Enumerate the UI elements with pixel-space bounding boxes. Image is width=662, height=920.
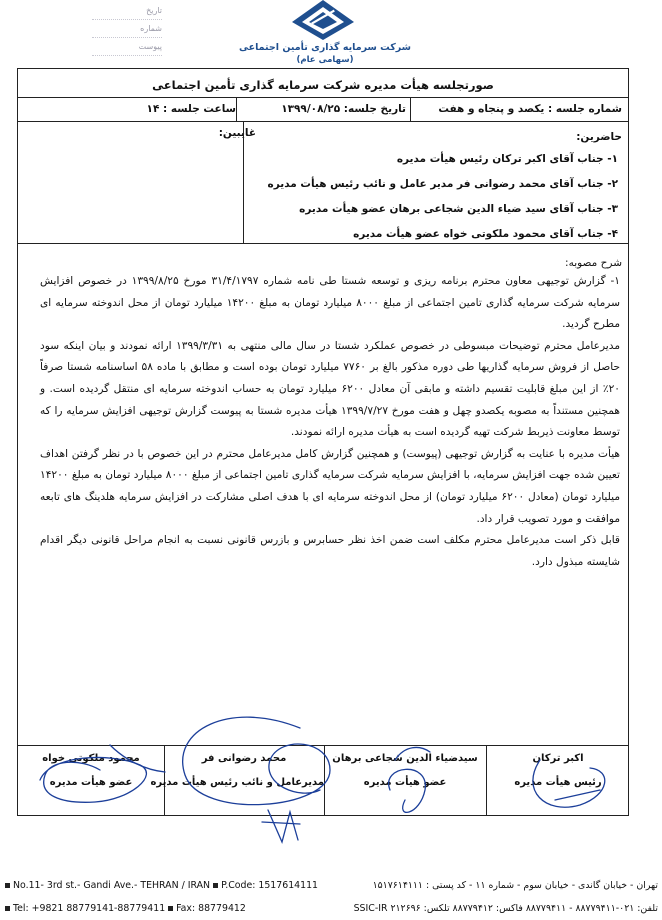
signature-block: [150, 747, 324, 809]
session-number: شماره جلسه : یکصد و پنجاه و هفت: [438, 103, 622, 115]
signatory-role: عضو هیأت مدیره: [49, 777, 133, 788]
number-label: شماره: [92, 20, 162, 38]
address-en: No.11- 3rd st.- Gandi Ave.- TEHRAN / IRAN: [13, 880, 211, 891]
signatory-role: مدیرعامل و نائب رئیس هیأت مدیره: [150, 777, 324, 788]
divider: [18, 243, 628, 244]
signatory-name: محمد رضوانی فر: [201, 753, 287, 764]
resolution-paragraph: مدیرعامل محترم توضیحات مبسوطی در خصوص عملکرد شستا در سال مالی منتهی به ۱۳۹۹/۳/۳۱ ارائه نمودند و بیان اینکه سود حاصل از فروش سرمایه گذاریها طی دوره مذکور بالغ بر ۷۷۶۰ میلیارد تومان بوده است و مطابق با ماده ۵۸ اساسنامه شستا صرفاً ۲۰٪ از این مبلغ قابلیت تقسیم داشته و مابقی آن معادل ۶۲۰۰ میلیارد تومان به حساب اندوخته سرمایه ای منتقل گردیده است. و همچنین مستنداً به مصوبه یکصدو چهل و هفت مورخ ۱۳۹۹/۷/۲۷ هیأت مدیره شستا به پیوست گزارش توجیهی افزایش سرمایه را که توسط معاونت ذیربط شرکت تهیه گردیده است به هیأت مدیره ارائه نمودند.: [40, 339, 620, 439]
absent-title: غایبین:: [218, 127, 256, 139]
date-label: تاریخ: [92, 2, 162, 20]
signatory-role: رئیس هیأت مدیره: [514, 777, 602, 788]
fax-en: Fax: 88779412: [176, 903, 246, 914]
resolution-paragraph: ۱- گزارش توجیهی معاون محترم برنامه ریزی و توسعه شستا طی نامه شماره ۳۱/۴/۱۷۹۷ مورخ ۱۳۹۹/۸/۲۵ در خصوص افزایش سرمایه شرکت سرمایه گذاری تامین اجتماعی از مبلغ ۸۰۰۰ میلیارد تومان به مبلغ ۱۴۲۰۰ میلیارد تومان از محل اندوخته سرمایه ای مطرح گردید.: [40, 275, 620, 331]
session-date: تاریخ جلسه: ۱۳۹۹/۰۸/۲۵: [281, 103, 406, 115]
divider: [18, 745, 628, 746]
bullet-square-icon: [5, 906, 10, 911]
signature-block: [324, 747, 486, 809]
divider: [18, 121, 628, 122]
tel-en: Tel: +9821 88779141-88779411: [13, 903, 166, 914]
resolution-title: شرح مصوبه:: [565, 257, 622, 269]
shasta-logo: [292, 0, 354, 40]
footer-address-en: [2, 880, 318, 891]
signature-block: [486, 747, 630, 809]
resolution-paragraph: هیأت مدیره با عنایت به گزارش توجیهی (پیوست) و همچنین گزارش کامل مدیرعامل محترم در این خصوص با در نظر گرفتن اهداف تعیین شده جهت افزایش سرمایه، با افزایش سرمایه شرکت سرمایه گذاری تامین اجتماعی از مبلغ ۸۰۰۰ میلیارد تومان به مبلغ ۱۴۲۰۰ میلیارد تومان (معادل ۶۲۰۰ میلیارد تومان) از محل اندوخته سرمایه ای با هدف اصلی مشارکت در افزایش سرمایه هلدینگ های تابعه موافقت و مورد تصویب قرار داد.: [40, 447, 620, 525]
letter-meta: [92, 2, 162, 56]
document-title: صورتجلسه هیأت مدیره شرکت سرمایه گذاری تأمین اجتماعی: [152, 78, 494, 92]
present-member: ۲- جناب آقای محمد رضوانی فر مدیر عامل و نائب رئیس هیأت مدیره: [267, 178, 618, 190]
resolution-paragraph: قابل ذکر است مدیرعامل محترم مکلف است ضمن اخذ نظر حسابرس و بازرس قانونی نسبت به انجام مراحل قانونی دیگر اقدام شایسته مبذول دارد.: [40, 534, 620, 568]
signatory-name: محمود ملکوتی خواه: [42, 753, 140, 764]
signatory-name: سیدضیاء الدین شجاعی برهان: [332, 753, 478, 764]
signature-block: [18, 747, 164, 809]
divider: [236, 97, 237, 121]
divider: [18, 97, 628, 98]
address-fa: تهران - خیابان گاندی - خیابان سوم - شماره ۱۱ - کد پستی : ۱۵۱۷۶۱۴۱۱۱: [372, 880, 658, 891]
attachment-label: پیوست: [92, 38, 162, 56]
bullet-square-icon: [5, 883, 10, 888]
session-time: ساعت جلسه : ۱۴: [146, 103, 236, 115]
present-title: حاضرین:: [576, 131, 622, 143]
contact-fa: تلفن: ۰۲۱-۸۸۷۷۹۴۱۱ - ۸۸۷۷۹۴۱۱ فاکس: ۸۸۷۷۹۴۱۲ تلکس: SSIC-IR ۲۱۲۶۹۶: [353, 903, 658, 914]
divider: [410, 97, 411, 121]
minutes-frame: [17, 68, 629, 816]
postcode-en: P.Code: 1517614111: [221, 880, 319, 891]
present-member: ۳- جناب آقای سید ضیاء الدین شجاعی برهان عضو هیأت مدیره: [299, 203, 618, 215]
signatory-role: عضو هیأت مدیره: [363, 777, 447, 788]
present-member: ۴- جناب آقای محمود ملکوتی خواه عضو هیأت مدیره: [353, 228, 618, 240]
footer-contact-en: [2, 903, 246, 914]
bullet-square-icon: [168, 906, 173, 911]
divider: [243, 121, 244, 243]
present-member: ۱- جناب آقای اکبر ترکان رئیس هیأت مدیره: [396, 153, 618, 165]
company-type: (سهامی عام): [296, 55, 354, 65]
company-name: شرکت سرمایه گذاری تأمین اجتماعی: [239, 42, 411, 53]
resolution-body: [40, 271, 620, 573]
signatory-name: اکبر ترکان: [532, 753, 584, 764]
bullet-square-icon: [213, 883, 218, 888]
